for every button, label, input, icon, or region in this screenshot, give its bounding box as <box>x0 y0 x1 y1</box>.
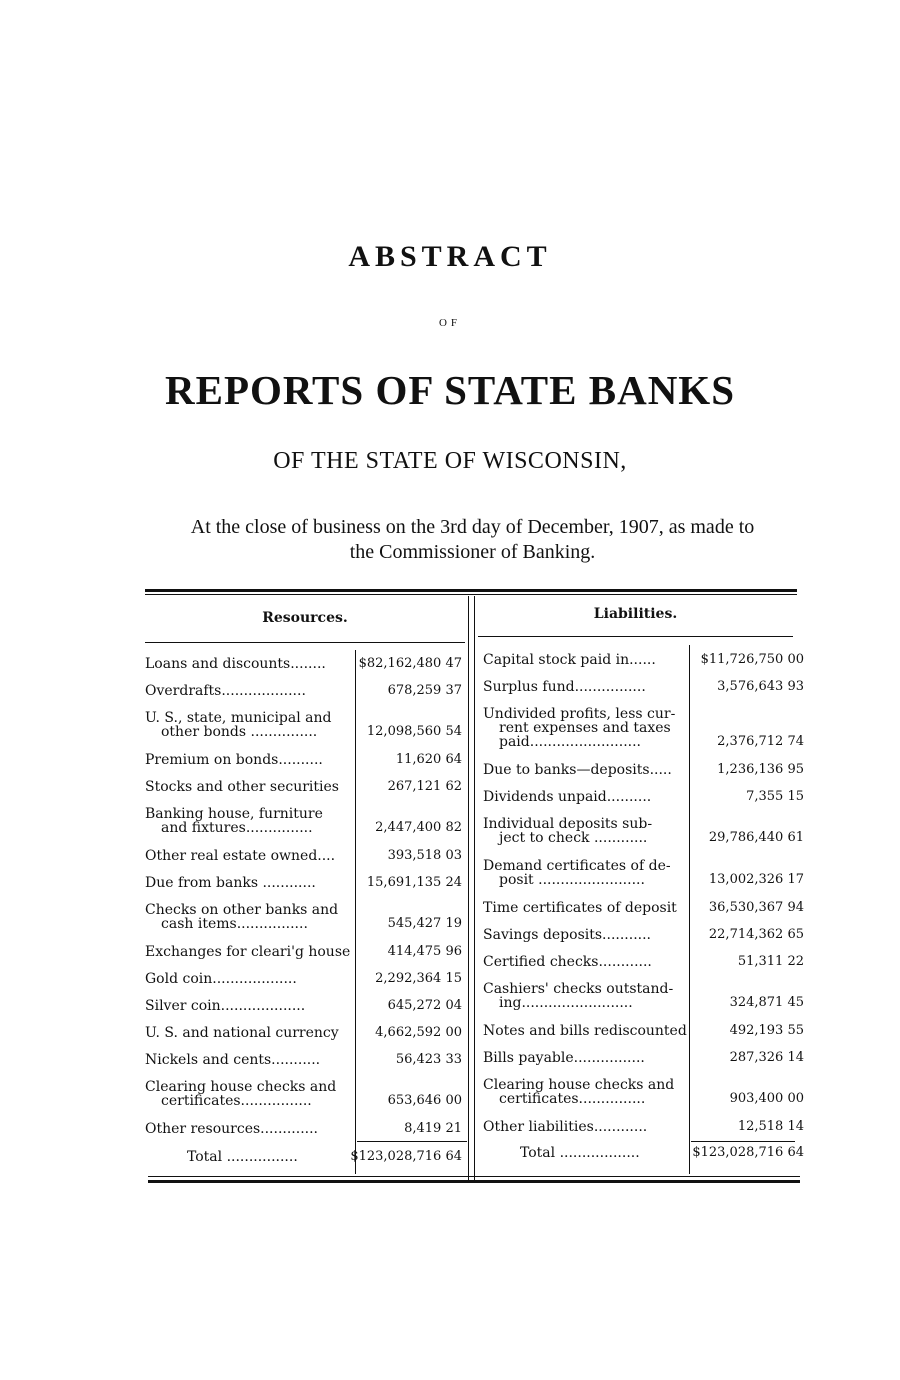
liabilities-row-label <box>483 653 656 667</box>
resources-row-value: 8,419 21 <box>404 1121 462 1136</box>
resources-header: Resources. <box>262 610 348 626</box>
liabilities-row-label <box>483 901 677 915</box>
liabilities-row-value: 7,355 15 <box>746 789 804 804</box>
resources-row-label <box>145 1053 320 1067</box>
resources-row-value: 2,292,364 15 <box>375 971 462 986</box>
resources-row-value: 393,518 03 <box>387 848 462 863</box>
resources-row-label-line: Banking house, furniture <box>145 806 323 822</box>
liabilities-row-label-line: paid......................... <box>499 734 642 750</box>
resources-header-rule <box>145 642 465 643</box>
liabilities-row-label-line: Surplus fund................ <box>483 679 646 695</box>
liabilities-row-label-line: Notes and bills rediscounted <box>483 1023 687 1039</box>
resources-row-label <box>145 780 339 794</box>
page-subtitle: OF THE STATE OF WISCONSIN, <box>273 448 627 474</box>
resources-row-label <box>145 972 297 986</box>
liabilities-row-value: 22,714,362 65 <box>708 927 804 942</box>
liabilities-row-label <box>483 790 651 804</box>
liabilities-row-label-line: rent expenses and taxes <box>499 720 671 736</box>
date-line <box>145 515 800 565</box>
liabilities-row-value: 2,376,712 74 <box>717 734 804 749</box>
liabilities-total-label: Total .................. <box>520 1145 640 1161</box>
liabilities-row-value: 13,002,326 17 <box>708 872 804 887</box>
liabilities-row-label-line: Bills payable................ <box>483 1050 645 1066</box>
resources-row-label-line: Due from banks ............ <box>145 875 316 891</box>
resources-row-label <box>145 684 306 698</box>
liabilities-row-label <box>483 817 652 845</box>
resources-total-rule <box>357 1141 467 1142</box>
liabilities-row-label <box>483 859 671 887</box>
resources-row-label-line: Other real estate owned.... <box>145 848 336 864</box>
resources-total-value: $123,028,716 64 <box>350 1149 462 1164</box>
resources-row-label <box>145 1080 336 1108</box>
resources-row-value: 11,620 64 <box>395 752 462 767</box>
resources-row-label-line: Gold coin................... <box>145 971 297 987</box>
liabilities-row-label-line: Time certificates of deposit <box>483 900 677 916</box>
resources-row-label-line: U. S. and national currency <box>145 1025 339 1041</box>
liabilities-row-label <box>483 955 652 969</box>
resources-row-label <box>145 807 323 835</box>
liabilities-row-label <box>483 1120 647 1134</box>
resources-row-label <box>145 849 335 863</box>
resources-value-divider <box>355 650 356 1174</box>
resources-row-label <box>145 711 332 739</box>
resources-row-label <box>145 657 326 671</box>
liabilities-row-label-line: certificates............... <box>499 1091 646 1107</box>
liabilities-row-value: 492,193 55 <box>729 1023 804 1038</box>
liabilities-row-value: $11,726,750 00 <box>700 652 804 667</box>
resources-row-value: 4,662,592 00 <box>375 1025 462 1040</box>
liabilities-row-label-line: Demand certificates of de- <box>483 858 671 874</box>
date-line-1: At the close of business on the 3rd day of December, 1907, as made to <box>190 516 755 538</box>
resources-row-value: 645,272 04 <box>387 998 462 1013</box>
liabilities-total-value: $123,028,716 64 <box>692 1145 804 1160</box>
resources-row-label-line: cash items................ <box>161 916 308 932</box>
resources-row-label-line: Loans and discounts........ <box>145 656 326 672</box>
resources-total-label: Total ................ <box>187 1149 298 1165</box>
liabilities-row-value: 29,786,440 61 <box>708 830 804 845</box>
liabilities-row-label <box>483 1024 687 1038</box>
resources-row-value: 56,423 33 <box>395 1052 462 1067</box>
resources-row-value: 267,121 62 <box>387 779 462 794</box>
table-bottom-rule <box>148 1176 800 1177</box>
resources-row-label-line: other bonds ............... <box>161 724 318 740</box>
resources-row-label <box>145 945 350 959</box>
liabilities-row-label-line: posit ........................ <box>499 872 645 888</box>
resources-row-label-line: Clearing house checks and <box>145 1079 337 1095</box>
resources-row-label-line: Overdrafts................... <box>145 683 306 699</box>
liabilities-row-value: 12,518 14 <box>737 1119 804 1134</box>
liabilities-row-label-line: Dividends unpaid.......... <box>483 789 652 805</box>
resources-row-value: 414,475 96 <box>387 944 462 959</box>
resources-row-label-line: Stocks and other securities <box>145 779 339 795</box>
resources-row-label <box>145 1122 318 1136</box>
resources-row-label-line: certificates................ <box>161 1093 312 1109</box>
liabilities-row-label-line: Capital stock paid in...... <box>483 652 656 668</box>
table-center-divider-a <box>468 596 469 1180</box>
liabilities-row-label-line: Savings deposits........... <box>483 927 651 943</box>
liabilities-row-label-line: Certified checks............ <box>483 954 652 970</box>
liabilities-row-value: 324,871 45 <box>729 995 804 1010</box>
liabilities-row-label-line: Clearing house checks and <box>483 1077 675 1093</box>
liabilities-total-rule <box>691 1141 795 1142</box>
resources-row-label <box>145 753 323 767</box>
resources-row-value: 12,098,560 54 <box>366 724 462 739</box>
resources-row-label-line: Nickels and cents........... <box>145 1052 321 1068</box>
liabilities-row-label-line: ing......................... <box>499 995 633 1011</box>
resources-row-label <box>145 903 338 931</box>
resources-row-value: 2,447,400 82 <box>375 820 462 835</box>
liabilities-row-label <box>483 707 675 749</box>
resources-row-value: 678,259 37 <box>387 683 462 698</box>
resources-row-label-line: U. S., state, municipal and <box>145 710 332 726</box>
table-top-rule <box>145 589 797 592</box>
liabilities-value-divider <box>689 645 690 1174</box>
liabilities-row-value: 3,576,643 93 <box>717 679 804 694</box>
table-center-divider-b <box>474 596 475 1180</box>
table-bottom-rule-thick <box>148 1180 800 1183</box>
liabilities-header-rule <box>478 636 793 637</box>
page-title: REPORTS OF STATE BANKS <box>165 367 735 413</box>
liabilities-row-label-line: Undivided profits, less cur- <box>483 706 676 722</box>
heading-of: OF <box>438 317 462 329</box>
liabilities-row-label-line: Due to banks—deposits..... <box>483 762 672 778</box>
resources-row-label-line: Silver coin................... <box>145 998 306 1014</box>
liabilities-row-label-line: ject to check ............ <box>499 830 648 846</box>
resources-row-label <box>145 1026 339 1040</box>
liabilities-row-value: 1,236,136 95 <box>717 762 804 777</box>
liabilities-row-label <box>483 1078 674 1106</box>
liabilities-row-label <box>483 1051 645 1065</box>
resources-row-label-line: Checks on other banks and <box>145 902 339 918</box>
liabilities-row-label <box>483 763 672 777</box>
liabilities-header: Liabilities. <box>593 606 678 622</box>
resources-row-label-line: and fixtures............... <box>161 820 313 836</box>
resources-row-label-line: Exchanges for cleari'g house <box>145 944 351 960</box>
resources-row-label-line: Other resources............. <box>145 1121 319 1137</box>
resources-row-value: $82,162,480 47 <box>358 656 462 671</box>
resources-row-label <box>145 999 305 1013</box>
table-top-rule-thin <box>145 594 797 595</box>
liabilities-row-label <box>483 680 646 694</box>
liabilities-row-value: 36,530,367 94 <box>708 900 804 915</box>
liabilities-row-label-line: Other liabilities............ <box>483 1119 648 1135</box>
resources-row-label-line: Premium on bonds.......... <box>145 752 323 768</box>
liabilities-row-value: 903,400 00 <box>729 1091 804 1106</box>
heading-abstract: ABSTRACT <box>348 240 552 273</box>
resources-row-label <box>145 876 316 890</box>
resources-row-value: 545,427 19 <box>387 916 462 931</box>
liabilities-row-label <box>483 928 651 942</box>
liabilities-row-value: 51,311 22 <box>737 954 804 969</box>
date-line-2: the Commissioner of Banking. <box>349 541 596 563</box>
liabilities-row-label-line: Individual deposits sub- <box>483 816 653 832</box>
liabilities-row-value: 287,326 14 <box>729 1050 804 1065</box>
liabilities-row-label <box>483 982 673 1010</box>
resources-row-value: 15,691,135 24 <box>366 875 462 890</box>
liabilities-row-label-line: Cashiers' checks outstand- <box>483 981 674 997</box>
resources-row-value: 653,646 00 <box>387 1093 462 1108</box>
